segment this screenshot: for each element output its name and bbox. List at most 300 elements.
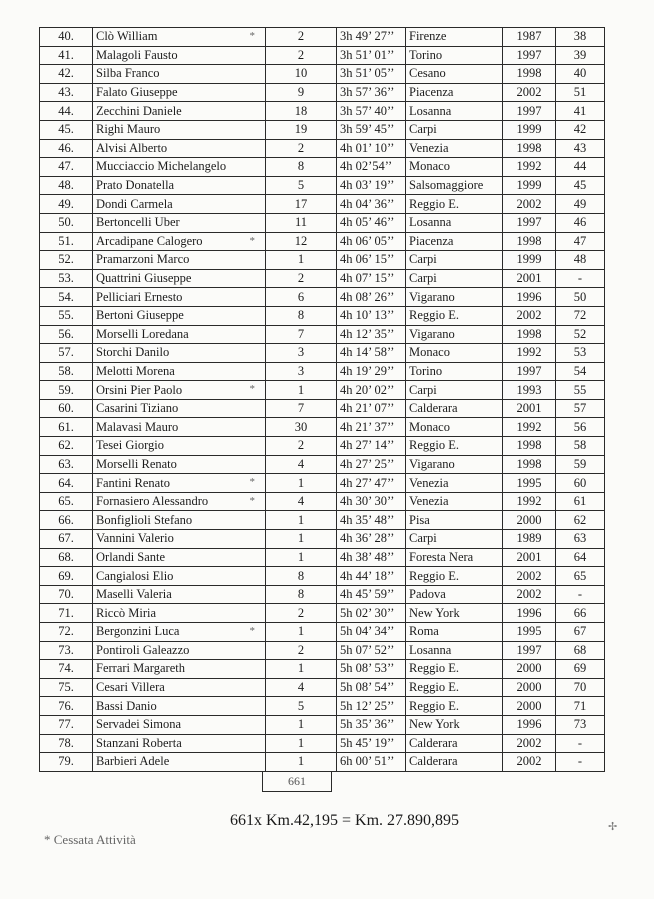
athlete-name: Cesari Villera	[93, 678, 266, 697]
ceased-activity-star: *	[249, 234, 255, 247]
roster-body	[40, 28, 605, 772]
marathons-count: 2	[266, 28, 337, 47]
row-number: 76.	[40, 697, 93, 716]
best-time: 3h 51’ 05’’	[337, 65, 406, 84]
marathons-count: 9	[266, 83, 337, 102]
rank-position: 63	[556, 530, 605, 549]
race-city: Piacenza	[406, 83, 503, 102]
rank-position: -	[556, 734, 605, 753]
race-year: 1992	[503, 492, 556, 511]
table-row	[40, 678, 605, 697]
table-row	[40, 585, 605, 604]
race-year: 2002	[503, 306, 556, 325]
race-year: 1999	[503, 120, 556, 139]
table-row	[40, 567, 605, 586]
athlete-name: Pelliciari Ernesto	[93, 288, 266, 307]
best-time: 4h 05’ 46’’	[337, 213, 406, 232]
row-number: 46.	[40, 139, 93, 158]
race-year: 1996	[503, 715, 556, 734]
race-city: Reggio E.	[406, 678, 503, 697]
race-city: Salsomaggiore	[406, 176, 503, 195]
total-runs-cell: 661	[262, 771, 332, 792]
race-year: 2001	[503, 548, 556, 567]
marathons-count: 7	[266, 399, 337, 418]
ceased-activity-star: *	[249, 494, 255, 507]
rank-position: 69	[556, 660, 605, 679]
race-year: 2000	[503, 511, 556, 530]
race-city: Reggio E.	[406, 195, 503, 214]
athlete-name: Pramarzoni Marco	[93, 251, 266, 270]
best-time: 3h 49’ 27’’	[337, 28, 406, 47]
marathons-count: 4	[266, 492, 337, 511]
athlete-name: Barbieri Adele	[93, 753, 266, 772]
table-row	[40, 158, 605, 177]
table-row	[40, 65, 605, 84]
race-city: Losanna	[406, 641, 503, 660]
marathons-count: 10	[266, 65, 337, 84]
race-city: Reggio E.	[406, 697, 503, 716]
race-year: 2001	[503, 399, 556, 418]
table-row	[40, 381, 605, 400]
best-time: 4h 03’ 19’’	[337, 176, 406, 195]
race-city: Carpi	[406, 251, 503, 270]
rank-position: 61	[556, 492, 605, 511]
race-year: 1999	[503, 251, 556, 270]
race-city: Venezia	[406, 474, 503, 493]
race-year: 1992	[503, 418, 556, 437]
marathons-count: 4	[266, 455, 337, 474]
race-year: 1999	[503, 176, 556, 195]
row-number: 64.	[40, 474, 93, 493]
best-time: 4h 04’ 36’’	[337, 195, 406, 214]
race-city: New York	[406, 715, 503, 734]
rank-position: 71	[556, 697, 605, 716]
row-number: 42.	[40, 65, 93, 84]
marathons-count: 8	[266, 567, 337, 586]
rank-position: 58	[556, 437, 605, 456]
race-city: Monaco	[406, 344, 503, 363]
row-number: 61.	[40, 418, 93, 437]
row-number: 60.	[40, 399, 93, 418]
marathons-count: 1	[266, 734, 337, 753]
athlete-name: Morselli Renato	[93, 455, 266, 474]
best-time: 5h 45’ 19’’	[337, 734, 406, 753]
table-row	[40, 139, 605, 158]
rank-position: 48	[556, 251, 605, 270]
rank-position: 47	[556, 232, 605, 251]
marathons-count: 19	[266, 120, 337, 139]
athlete-name: Quattrini Giuseppe	[93, 269, 266, 288]
rank-position: 43	[556, 139, 605, 158]
marathons-count: 8	[266, 585, 337, 604]
marathons-count: 1	[266, 530, 337, 549]
best-time: 4h 06’ 15’’	[337, 251, 406, 270]
row-number: 43.	[40, 83, 93, 102]
marathons-count: 1	[266, 381, 337, 400]
rank-position: -	[556, 585, 605, 604]
athlete-name: Tesei Giorgio	[93, 437, 266, 456]
table-row	[40, 530, 605, 549]
best-time: 5h 08’ 53’’	[337, 660, 406, 679]
race-city: Losanna	[406, 213, 503, 232]
table-row	[40, 288, 605, 307]
athlete-name: Casarini Tiziano	[93, 399, 266, 418]
table-row	[40, 474, 605, 493]
athlete-name: Clò William *	[93, 28, 266, 47]
rank-position: 53	[556, 344, 605, 363]
race-year: 2002	[503, 195, 556, 214]
table-row	[40, 195, 605, 214]
race-year: 1995	[503, 623, 556, 642]
athlete-name: Bertoncelli Uber	[93, 213, 266, 232]
rank-position: 52	[556, 325, 605, 344]
race-city: Vigarano	[406, 455, 503, 474]
marathons-count: 8	[266, 158, 337, 177]
best-time: 3h 57’ 36’’	[337, 83, 406, 102]
table-row	[40, 83, 605, 102]
table-row	[40, 399, 605, 418]
athlete-name: Malagoli Fausto	[93, 46, 266, 65]
marathons-count: 5	[266, 697, 337, 716]
row-number: 69.	[40, 567, 93, 586]
athlete-name: Falato Giuseppe	[93, 83, 266, 102]
athlete-name: Mucciaccio Michelangelo	[93, 158, 266, 177]
athlete-name: Maselli Valeria	[93, 585, 266, 604]
athlete-name: Silba Franco	[93, 65, 266, 84]
race-city: Venezia	[406, 139, 503, 158]
race-year: 1998	[503, 325, 556, 344]
row-number: 67.	[40, 530, 93, 549]
rank-position: 54	[556, 362, 605, 381]
rank-position: 66	[556, 604, 605, 623]
race-year: 1993	[503, 381, 556, 400]
row-number: 51.	[40, 232, 93, 251]
rank-position: 64	[556, 548, 605, 567]
race-city: Carpi	[406, 381, 503, 400]
race-city: Reggio E.	[406, 660, 503, 679]
rank-position: 42	[556, 120, 605, 139]
race-year: 1996	[503, 604, 556, 623]
ceased-activity-star: *	[249, 476, 255, 489]
row-number: 49.	[40, 195, 93, 214]
rank-position: 60	[556, 474, 605, 493]
rank-position: -	[556, 753, 605, 772]
marathons-count: 3	[266, 362, 337, 381]
athlete-name: Cangialosi Elio	[93, 567, 266, 586]
marathons-count: 3	[266, 344, 337, 363]
rank-position: 46	[556, 213, 605, 232]
best-time: 4h 38’ 48’’	[337, 548, 406, 567]
marathons-count: 1	[266, 753, 337, 772]
athlete-name: Morselli Loredana	[93, 325, 266, 344]
race-city: Vigarano	[406, 325, 503, 344]
row-number: 47.	[40, 158, 93, 177]
row-number: 63.	[40, 455, 93, 474]
best-time: 4h 10’ 13’’	[337, 306, 406, 325]
table-row	[40, 604, 605, 623]
athlete-name: Malavasi Mauro	[93, 418, 266, 437]
race-year: 1995	[503, 474, 556, 493]
rank-position: 70	[556, 678, 605, 697]
race-city: Torino	[406, 362, 503, 381]
ceased-activity-star: *	[249, 383, 255, 396]
athlete-name: Vannini Valerio	[93, 530, 266, 549]
row-number: 48.	[40, 176, 93, 195]
best-time: 4h 21’ 07’’	[337, 399, 406, 418]
row-number: 72.	[40, 623, 93, 642]
marathons-count: 1	[266, 474, 337, 493]
row-number: 77.	[40, 715, 93, 734]
marathons-count: 1	[266, 511, 337, 530]
row-number: 78.	[40, 734, 93, 753]
row-number: 53.	[40, 269, 93, 288]
athlete-name: Storchi Danilo	[93, 344, 266, 363]
best-time: 4h 44’ 18’’	[337, 567, 406, 586]
athlete-name: Prato Donatella	[93, 176, 266, 195]
race-city: Piacenza	[406, 232, 503, 251]
marathons-count: 12	[266, 232, 337, 251]
best-time: 4h 21’ 37’’	[337, 418, 406, 437]
race-year: 2002	[503, 83, 556, 102]
rank-position: 49	[556, 195, 605, 214]
marathons-count: 11	[266, 213, 337, 232]
row-number: 58.	[40, 362, 93, 381]
marathons-count: 1	[266, 660, 337, 679]
best-time: 4h 12’ 35’’	[337, 325, 406, 344]
best-time: 4h 45’ 59’’	[337, 585, 406, 604]
best-time: 5h 04’ 34’’	[337, 623, 406, 642]
race-year: 1992	[503, 158, 556, 177]
row-number: 41.	[40, 46, 93, 65]
marathons-count: 17	[266, 195, 337, 214]
rank-position: 65	[556, 567, 605, 586]
race-city: Calderara	[406, 753, 503, 772]
marathons-count: 4	[266, 678, 337, 697]
athlete-name: Dondi Carmela	[93, 195, 266, 214]
row-number: 54.	[40, 288, 93, 307]
athlete-name: Orlandi Sante	[93, 548, 266, 567]
best-time: 6h 00’ 51’’	[337, 753, 406, 772]
table-row	[40, 232, 605, 251]
athlete-name: Servadei Simona	[93, 715, 266, 734]
race-city: New York	[406, 604, 503, 623]
row-number: 55.	[40, 306, 93, 325]
race-year: 2002	[503, 734, 556, 753]
table-row	[40, 455, 605, 474]
race-year: 1998	[503, 437, 556, 456]
table-row	[40, 251, 605, 270]
best-time: 4h 20’ 02’’	[337, 381, 406, 400]
table-row	[40, 344, 605, 363]
marathons-count: 5	[266, 176, 337, 195]
row-number: 71.	[40, 604, 93, 623]
rank-position: 45	[556, 176, 605, 195]
athlete-name: Bertoni Giuseppe	[93, 306, 266, 325]
table-row	[40, 734, 605, 753]
race-year: 2002	[503, 585, 556, 604]
marathons-count: 1	[266, 715, 337, 734]
athlete-name: Pontiroli Galeazzo	[93, 641, 266, 660]
row-number: 57.	[40, 344, 93, 363]
race-year: 1998	[503, 65, 556, 84]
best-time: 5h 02’ 30’’	[337, 604, 406, 623]
row-number: 66.	[40, 511, 93, 530]
row-number: 45.	[40, 120, 93, 139]
race-city: Foresta Nera	[406, 548, 503, 567]
marathons-count: 30	[266, 418, 337, 437]
race-year: 2000	[503, 678, 556, 697]
best-time: 4h 02’54’’	[337, 158, 406, 177]
table-row	[40, 213, 605, 232]
race-year: 1989	[503, 530, 556, 549]
best-time: 4h 07’ 15’’	[337, 269, 406, 288]
best-time: 3h 59’ 45’’	[337, 120, 406, 139]
race-year: 1997	[503, 362, 556, 381]
paper-speck-mark: ✢	[608, 821, 618, 833]
best-time: 4h 27’ 25’’	[337, 455, 406, 474]
table-row	[40, 46, 605, 65]
race-city: Losanna	[406, 102, 503, 121]
race-year: 2000	[503, 697, 556, 716]
race-city: Reggio E.	[406, 437, 503, 456]
row-number: 59.	[40, 381, 93, 400]
rank-position: 41	[556, 102, 605, 121]
race-city: Torino	[406, 46, 503, 65]
table-row	[40, 120, 605, 139]
athlete-name: Righi Mauro	[93, 120, 266, 139]
rank-position: 67	[556, 623, 605, 642]
race-year: 1998	[503, 139, 556, 158]
race-year: 1997	[503, 213, 556, 232]
race-year: 1998	[503, 232, 556, 251]
marathons-count: 2	[266, 139, 337, 158]
marathons-count: 6	[266, 288, 337, 307]
rank-position: 72	[556, 306, 605, 325]
race-city: Calderara	[406, 399, 503, 418]
race-city: Pisa	[406, 511, 503, 530]
ceased-activity-star: *	[249, 625, 255, 637]
footnote-ceased-activity: * Cessata Attività	[44, 832, 136, 847]
best-time: 4h 27’ 47’’	[337, 474, 406, 493]
rank-position: 56	[556, 418, 605, 437]
athlete-name: Fantini Renato *	[93, 474, 266, 493]
row-number: 40.	[40, 28, 93, 47]
athlete-name: Melotti Morena	[93, 362, 266, 381]
rank-position: 40	[556, 65, 605, 84]
best-time: 4h 01’ 10’’	[337, 139, 406, 158]
race-city: Padova	[406, 585, 503, 604]
table-row	[40, 269, 605, 288]
race-city: Roma	[406, 623, 503, 642]
row-number: 75.	[40, 678, 93, 697]
marathons-count: 7	[266, 325, 337, 344]
athlete-name: Bassi Danio	[93, 697, 266, 716]
race-city: Venezia	[406, 492, 503, 511]
row-number: 65.	[40, 492, 93, 511]
table-row	[40, 641, 605, 660]
race-city: Carpi	[406, 269, 503, 288]
race-year: 1996	[503, 288, 556, 307]
marathons-count: 18	[266, 102, 337, 121]
athlete-name: Orsini Pier Paolo *	[93, 381, 266, 400]
marathons-count: 2	[266, 269, 337, 288]
marathons-count: 1	[266, 623, 337, 642]
race-city: Carpi	[406, 530, 503, 549]
total-distance-formula: 661x Km.42,195 = Km. 27.890,895	[230, 812, 460, 829]
rank-position: 62	[556, 511, 605, 530]
athlete-name: Bergonzini Luca *	[93, 623, 266, 642]
race-city: Calderara	[406, 734, 503, 753]
table-row	[40, 548, 605, 567]
race-city: Monaco	[406, 418, 503, 437]
race-year: 2002	[503, 567, 556, 586]
race-city: Monaco	[406, 158, 503, 177]
race-city: Reggio E.	[406, 567, 503, 586]
best-time: 4h 19’ 29’’	[337, 362, 406, 381]
athlete-name: Alvisi Alberto	[93, 139, 266, 158]
rank-position: 59	[556, 455, 605, 474]
best-time: 5h 35’ 36’’	[337, 715, 406, 734]
table-row	[40, 306, 605, 325]
rank-position: 51	[556, 83, 605, 102]
rank-position: 50	[556, 288, 605, 307]
marathons-count: 1	[266, 548, 337, 567]
athlete-name: Arcadipane Calogero *	[93, 232, 266, 251]
best-time: 3h 57’ 40’’	[337, 102, 406, 121]
race-city: Carpi	[406, 120, 503, 139]
race-year: 2002	[503, 753, 556, 772]
table-row	[40, 511, 605, 530]
best-time: 4h 08’ 26’’	[337, 288, 406, 307]
marathons-count: 2	[266, 641, 337, 660]
row-number: 44.	[40, 102, 93, 121]
athlete-name: Bonfiglioli Stefano	[93, 511, 266, 530]
row-number: 56.	[40, 325, 93, 344]
race-city: Firenze	[406, 28, 503, 47]
athlete-name: Zecchini Daniele	[93, 102, 266, 121]
row-number: 52.	[40, 251, 93, 270]
rank-position: 39	[556, 46, 605, 65]
best-time: 4h 14’ 58’’	[337, 344, 406, 363]
best-time: 4h 36’ 28’’	[337, 530, 406, 549]
marathons-count: 2	[266, 604, 337, 623]
best-time: 5h 07’ 52’’	[337, 641, 406, 660]
race-year: 1997	[503, 641, 556, 660]
athlete-name: Stanzani Roberta	[93, 734, 266, 753]
table-row	[40, 697, 605, 716]
athlete-name: Riccò Miria	[93, 604, 266, 623]
rank-position: 38	[556, 28, 605, 47]
rank-position: 68	[556, 641, 605, 660]
row-number: 50.	[40, 213, 93, 232]
table-row	[40, 623, 605, 642]
race-year: 1997	[503, 46, 556, 65]
row-number: 74.	[40, 660, 93, 679]
table-row	[40, 28, 605, 47]
race-year: 1998	[503, 455, 556, 474]
ceased-activity-star: *	[249, 30, 255, 42]
best-time: 4h 06’ 05’’	[337, 232, 406, 251]
marathons-count: 8	[266, 306, 337, 325]
row-number: 62.	[40, 437, 93, 456]
table-row	[40, 660, 605, 679]
race-city: Cesano	[406, 65, 503, 84]
row-number: 68.	[40, 548, 93, 567]
rank-position: 73	[556, 715, 605, 734]
table-row	[40, 418, 605, 437]
row-number: 73.	[40, 641, 93, 660]
table-row	[40, 753, 605, 772]
